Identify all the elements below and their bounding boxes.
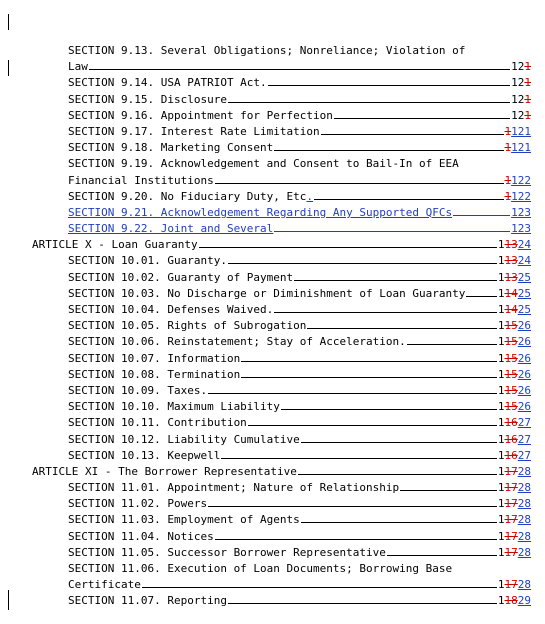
kept-page-number: 1 <box>497 497 505 511</box>
page-number <box>511 92 531 108</box>
deleted-page-number: 1 <box>504 124 512 138</box>
toc-entry-label: SECTION 11.06. Execution of Loan Documents; Borrowing Base <box>68 562 453 575</box>
toc-entry-label: Certificate <box>68 578 141 592</box>
leader-line <box>281 399 497 410</box>
inserted-page-number: 25 <box>517 270 531 284</box>
toc-entry-label: SECTION 11.01. Appointment; Nature of Relationship <box>68 481 400 495</box>
kept-page-number: 1 <box>497 335 505 349</box>
toc-entry <box>0 464 545 480</box>
deleted-page-number: 15 <box>504 367 518 381</box>
inserted-page-number: 28 <box>517 578 531 592</box>
inserted-page-number: 26 <box>517 335 531 349</box>
kept-page-number: 1 <box>497 529 505 543</box>
deleted-page-number: 15 <box>504 335 518 349</box>
leader-line <box>453 205 510 216</box>
toc-entry <box>0 173 545 189</box>
deleted-page-number: 13 <box>504 238 518 252</box>
toc-entry-label[interactable]: SECTION 9.21. Acknowledgement Regarding Any Supported QFCs <box>68 205 453 219</box>
page-number <box>498 367 531 383</box>
inserted-page-number: 26 <box>517 319 531 333</box>
leader-line <box>228 92 510 103</box>
toc-entry-label: SECTION 10.06. Reinstatement; Stay of Acceleration. <box>68 335 406 349</box>
page-number <box>511 59 531 75</box>
toc-entry <box>0 253 545 269</box>
leader-line <box>314 189 503 200</box>
toc-entry <box>0 237 545 253</box>
leader-line <box>215 173 504 184</box>
deleted-page-number: 1 <box>524 92 531 106</box>
inserted-page-number: 26 <box>517 383 531 397</box>
toc-entry-label: SECTION 9.15. Disclosure <box>68 92 227 106</box>
toc-entry-label: SECTION 9.20. No Fiduciary Duty, Etc. <box>68 189 314 203</box>
toc-entry-label: SECTION 10.12. Liability Cumulative <box>68 432 300 446</box>
kept-page-number: 1 <box>497 383 505 397</box>
toc-entry <box>0 189 545 205</box>
page-number <box>498 480 531 496</box>
inserted-page-number: 28 <box>517 497 531 511</box>
deleted-page-number: 13 <box>504 270 518 284</box>
toc-link-entry[interactable] <box>0 221 545 237</box>
toc-entry-label: SECTION 10.11. Contribution <box>68 416 247 430</box>
kept-page-number: 1 <box>497 400 505 414</box>
deleted-page-number: 14 <box>504 303 518 316</box>
leader-line <box>274 140 503 151</box>
deleted-page-number: 17 <box>504 481 518 495</box>
kept-page-number: 1 <box>497 416 505 430</box>
leader-line <box>387 545 497 556</box>
page-number <box>498 270 531 286</box>
kept-page-number: 12 <box>511 108 525 122</box>
page-number <box>498 286 531 302</box>
kept-page-number: 1 <box>497 464 505 478</box>
toc-entry <box>0 334 545 350</box>
table-of-contents <box>0 43 545 610</box>
deleted-page-number: 15 <box>504 319 518 333</box>
kept-page-number: 1 <box>497 594 505 608</box>
leader-line <box>221 448 497 459</box>
change-bar <box>8 14 9 30</box>
toc-entry-label: Law <box>68 60 88 74</box>
toc-entry <box>0 75 545 91</box>
page-number <box>498 512 531 528</box>
toc-entry <box>0 286 545 302</box>
inserted-page-number: 24 <box>517 254 531 268</box>
leader-line <box>298 464 497 475</box>
toc-entry-label: SECTION 10.02. Guaranty of Payment <box>68 270 294 284</box>
toc-entry <box>0 496 545 512</box>
toc-entry <box>0 351 545 367</box>
deleted-page-number: 14 <box>504 286 518 300</box>
toc-entry <box>0 545 545 561</box>
toc-entry-label[interactable]: SECTION 9.22. Joint and Several <box>68 222 274 236</box>
inserted-page-number: 26 <box>517 351 531 365</box>
page-number <box>498 253 531 269</box>
toc-entry <box>0 140 545 156</box>
page-number <box>498 383 531 399</box>
page-number <box>498 464 531 480</box>
toc-entry <box>0 448 545 464</box>
leader-line <box>241 351 497 362</box>
page-number <box>498 545 531 561</box>
toc-entry <box>0 318 545 334</box>
page-number <box>498 318 531 334</box>
kept-page-number: 1 <box>497 367 505 381</box>
leader-line <box>321 124 504 135</box>
toc-entry <box>0 577 545 593</box>
kept-page-number: 1 <box>497 432 505 446</box>
deleted-page-number: 17 <box>504 529 518 543</box>
toc-entry-label: SECTION 10.10. Maximum Liability <box>68 400 280 414</box>
inserted-page-number: 28 <box>517 481 531 495</box>
toc-entry-label: SECTION 10.09. Taxes. <box>68 383 208 397</box>
leader-line <box>407 334 497 345</box>
page-number <box>498 399 531 415</box>
page-number <box>498 593 531 609</box>
deleted-page-number: 1 <box>504 141 512 155</box>
toc-entry <box>0 108 545 124</box>
page-number <box>505 124 532 140</box>
inserted-page-number: 27 <box>517 448 531 462</box>
deleted-page-number: 17 <box>504 464 518 478</box>
toc-entry-label: SECTION 11.03. Employment of Agents <box>68 513 300 527</box>
toc-entry-heading <box>0 156 545 172</box>
page-number <box>498 432 531 448</box>
leader-line <box>268 75 510 86</box>
leader-line <box>142 577 497 588</box>
toc-entry <box>0 59 545 75</box>
toc-entry <box>0 270 545 286</box>
deleted-page-number: 1 <box>504 189 512 203</box>
inserted-page-number: 29 <box>517 594 531 608</box>
toc-link-entry[interactable] <box>0 205 545 221</box>
page-number <box>498 577 531 593</box>
kept-page-number: 1 <box>497 578 505 592</box>
toc-entry-label: SECTION 10.03. No Discharge or Diminishment of Loan Guaranty <box>68 286 466 300</box>
toc-entry-label: ARTICLE XI - The Borrower Representative <box>32 464 297 478</box>
toc-entry <box>0 399 545 415</box>
page-number <box>498 237 531 253</box>
page-number <box>498 496 531 512</box>
page-number <box>498 302 531 318</box>
deleted-page-number: 18 <box>504 594 518 608</box>
deleted-page-number: 17 <box>504 578 518 592</box>
kept-page-number: 1 <box>497 270 505 284</box>
inserted-page-number: 25 <box>517 303 531 316</box>
deleted-page-number: 1 <box>504 173 512 187</box>
leader-line <box>334 108 510 119</box>
kept-page-number: 1 <box>497 513 505 527</box>
page-number <box>511 108 531 124</box>
deleted-page-number: 15 <box>504 383 518 397</box>
toc-entry-label: SECTION 11.02. Powers <box>68 497 208 511</box>
leader-line <box>307 318 496 329</box>
inserted-page-number: 28 <box>517 513 531 527</box>
inserted-page-number: 28 <box>517 464 531 478</box>
toc-entry-label: SECTION 11.05. Successor Borrower Representative <box>68 545 386 559</box>
deleted-page-number: 16 <box>504 432 518 446</box>
leader-line <box>248 415 497 426</box>
deleted-page-number: 17 <box>504 497 518 511</box>
page-number[interactable]: 123 <box>511 222 531 236</box>
toc-entry <box>0 593 545 609</box>
page-number <box>505 140 532 156</box>
toc-entry-label: SECTION 9.19. Acknowledgement and Consent to Bail-In of EEA <box>68 157 459 171</box>
toc-entry <box>0 302 545 318</box>
kept-page-number: 1 <box>497 303 505 316</box>
toc-entry <box>0 512 545 528</box>
toc-entry-label: SECTION 9.18. Marketing Consent <box>68 141 274 155</box>
toc-entry-label: SECTION 10.04. Defenses Waived. <box>68 303 274 316</box>
page-number <box>498 448 531 464</box>
leader-line <box>274 221 510 232</box>
page-number <box>505 173 532 189</box>
toc-entry-heading <box>0 43 545 59</box>
deleted-page-number: 17 <box>504 513 518 527</box>
page-number <box>511 75 531 91</box>
leader-line <box>294 270 497 281</box>
kept-page-number: 1 <box>497 351 505 365</box>
toc-entry-label: SECTION 9.14. USA PATRIOT Act. <box>68 76 267 90</box>
inserted-page-number: 27 <box>517 432 531 446</box>
toc-entry-label: SECTION 11.04. Notices <box>68 529 214 543</box>
leader-line <box>301 432 497 443</box>
toc-entry <box>0 480 545 496</box>
toc-entry <box>0 367 545 383</box>
page-number <box>498 351 531 367</box>
toc-entry <box>0 124 545 140</box>
page-number <box>498 529 531 545</box>
kept-page-number: 12 <box>511 92 525 106</box>
leader-line <box>89 59 510 70</box>
kept-page-number: 1 <box>497 254 505 268</box>
inserted-page-number: 122 <box>511 173 531 187</box>
inserted-page-number: 26 <box>517 367 531 381</box>
leader-line <box>301 512 497 523</box>
page-number <box>498 334 531 350</box>
deleted-page-number: 1 <box>524 108 531 122</box>
kept-page-number: 1 <box>497 448 505 462</box>
leader-line <box>215 529 497 540</box>
kept-page-number: 12 <box>511 76 525 90</box>
deleted-page-number: 16 <box>504 448 518 462</box>
leader-line <box>208 496 497 507</box>
inserted-page-number: 24 <box>517 238 531 252</box>
kept-page-number: 1 <box>497 238 505 252</box>
inserted-page-number: 25 <box>517 286 531 300</box>
kept-page-number: 1 <box>497 545 505 559</box>
toc-entry-label: SECTION 10.01. Guaranty. <box>68 254 227 268</box>
leader-line <box>208 383 497 394</box>
toc-entry-label: SECTION 10.07. Information <box>68 351 241 365</box>
inserted-page-number: 28 <box>517 529 531 543</box>
kept-page-number: 1 <box>497 319 505 333</box>
leader-line <box>274 302 497 313</box>
leader-line <box>400 480 497 491</box>
leader-line <box>199 237 497 248</box>
toc-entry-label: SECTION 10.05. Rights of Subrogation <box>68 319 307 333</box>
toc-entry-label: ARTICLE X - Loan Guaranty <box>32 238 198 252</box>
inserted-text: . <box>306 189 314 203</box>
leader-line <box>241 367 497 378</box>
page-number <box>505 189 532 205</box>
leader-line <box>466 286 497 297</box>
inserted-page-number: 121 <box>511 124 531 138</box>
toc-entry <box>0 415 545 431</box>
toc-entry-label: SECTION 11.07. Reporting <box>68 594 227 608</box>
toc-entry <box>0 92 545 108</box>
toc-entry-heading <box>0 561 545 577</box>
toc-entry <box>0 529 545 545</box>
kept-page-number: 1 <box>497 286 505 300</box>
toc-entry-label: SECTION 10.13. Keepwell <box>68 448 221 462</box>
deleted-page-number: 1 <box>524 60 531 74</box>
toc-entry-label: SECTION 10.08. Termination <box>68 367 241 381</box>
deleted-page-number: 1 <box>524 76 531 90</box>
toc-entry-label: SECTION 9.16. Appointment for Perfection <box>68 108 333 122</box>
page-number[interactable]: 123 <box>511 205 531 219</box>
inserted-page-number: 27 <box>517 416 531 430</box>
inserted-page-number: 26 <box>517 400 531 414</box>
toc-entry <box>0 432 545 448</box>
toc-entry-label: SECTION 9.17. Interest Rate Limitation <box>68 124 320 138</box>
inserted-page-number: 28 <box>517 545 531 559</box>
leader-line <box>228 253 497 264</box>
deleted-page-number: 13 <box>504 254 518 268</box>
kept-page-number: 12 <box>511 60 525 74</box>
toc-entry-label: Financial Institutions <box>68 173 214 187</box>
page-number <box>498 415 531 431</box>
deleted-page-number: 16 <box>504 416 518 430</box>
toc-entry-label: SECTION 9.13. Several Obligations; Nonreliance; Violation of <box>68 44 466 57</box>
deleted-page-number: 17 <box>504 545 518 559</box>
kept-page-number: 1 <box>497 481 505 495</box>
inserted-page-number: 122 <box>511 189 531 203</box>
deleted-page-number: 15 <box>504 351 518 365</box>
inserted-page-number: 121 <box>511 141 531 155</box>
deleted-page-number: 15 <box>504 400 518 414</box>
toc-entry <box>0 383 545 399</box>
leader-line <box>228 593 497 604</box>
